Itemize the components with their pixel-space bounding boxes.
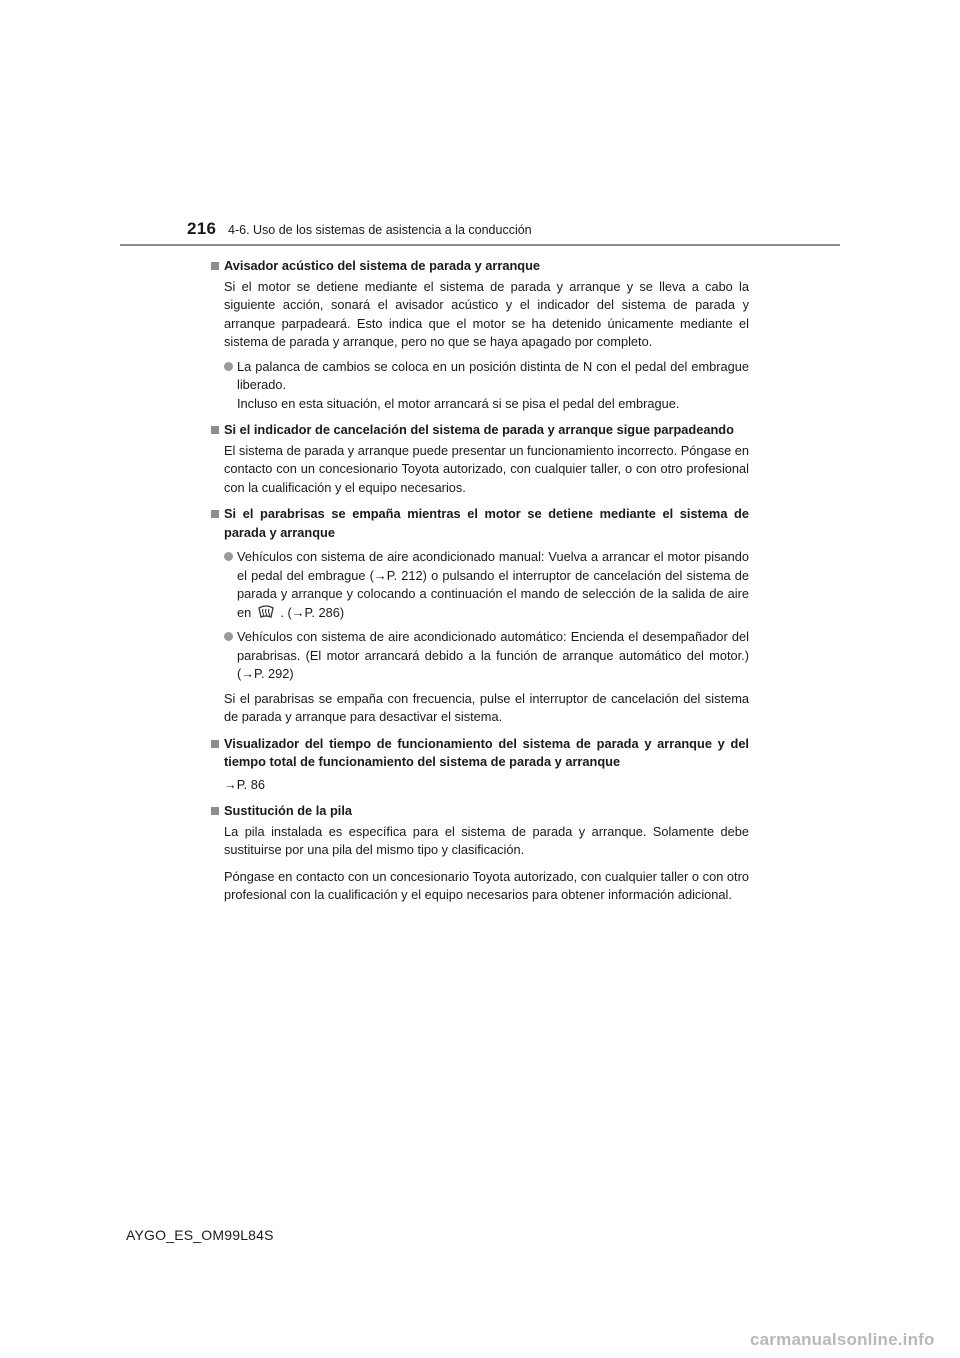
page-content (211, 254, 749, 913)
section-heading (211, 257, 749, 276)
heading-text: Si el parabrisas se empaña mientras el motor se detiene mediante el sistema de parada y arranque (224, 506, 749, 540)
windshield-defroster-icon (257, 604, 275, 620)
page-number: 216 (187, 219, 217, 238)
circle-bullet-icon (224, 632, 233, 641)
section-heading (211, 505, 749, 542)
circle-bullet-icon (224, 552, 233, 561)
section-battery-replacement (211, 802, 749, 905)
section-operation-time-display (211, 735, 749, 795)
section-acoustic-warning (211, 257, 749, 413)
header-rule (120, 244, 840, 246)
section-heading (211, 735, 749, 772)
page-reference: →P. 86 (224, 776, 266, 792)
section-heading (211, 802, 749, 821)
square-bullet-icon (211, 807, 219, 815)
section-windshield-fog (211, 505, 749, 727)
heading-text: Si el indicador de cancelación del sistema de parada y arranque sigue parpadeando (224, 422, 734, 437)
square-bullet-icon (211, 510, 219, 518)
section-title: 4-6. Uso de los sistemas de asistencia a la conducción (228, 223, 532, 237)
paragraph: Si el parabrisas se empaña con frecuencia, pulse el interruptor de cancelación del sistema de parada y arranque para desactivar el sistema. (224, 690, 749, 724)
paragraph: Póngase en contacto con un concesionario Toyota autorizado, con cualquier taller o con otro profesional con la cualificación y el equipo necesarios para obtener información adicional. (224, 868, 749, 902)
bullet-note: Incluso en esta situación, el motor arrancará si se pisa el pedal del embrague. (237, 395, 680, 411)
square-bullet-icon (211, 262, 219, 270)
bullet-text: La palanca de cambios se coloca en un posición distinta de N con el pedal del embrague liberado. (237, 358, 749, 392)
heading-text: Visualizador del tiempo de funcionamiento del sistema de parada y arranque y del tiempo total de funcionamiento del sistema de parada y arranque (224, 735, 749, 769)
bullet-item (211, 548, 749, 622)
document-code: AYGO_ES_OM99L84S (126, 1227, 274, 1243)
square-bullet-icon (211, 426, 219, 434)
bullet-text: Vehículos con sistema de aire acondicionado manual: Vuelva a arrancar el motor pisando el pedal del embrague (→P. 212) o pulsando el interruptor de cancelación del sistema de parada y arranque y colocando a continuación el mando de selección de la salida de aire en (237, 549, 749, 620)
heading-text: Sustitución de la pila (224, 803, 352, 818)
heading-text: Avisador acústico del sistema de parada y arranque (224, 258, 541, 273)
section-heading (211, 421, 749, 440)
watermark: carmanualsonline.info (750, 1330, 935, 1349)
paragraph: El sistema de parada y arranque puede presentar un funcionamiento incorrecto. Póngase en contacto con un concesionario Toyota autorizado, con cualquier taller, o con otro profesional con la cualificación y el equipo necesarios. (224, 442, 750, 495)
bullet-text: Vehículos con sistema de aire acondicionado automático: Encienda el desempañador del parabrisas. (El motor arrancará debido a la función de arranque automático del motor.) (→P. 292) (237, 629, 749, 681)
paragraph: La pila instalada es específica para el sistema de parada y arranque. Solamente debe sustituirse por una pila del mismo tipo y clasificación. (224, 823, 749, 857)
circle-bullet-icon (224, 362, 233, 371)
square-bullet-icon (211, 740, 219, 748)
bullet-item (211, 358, 749, 414)
bullet-item (211, 628, 749, 684)
section-indicator-blinking (211, 421, 749, 497)
paragraph: Si el motor se detiene mediante el sistema de parada y arranque y se lleva a cabo la siguiente acción, sonará el avisador acústico y el indicador del sistema de parada y arranque parpadeará. Esto indica que el motor se ha detenido únicamente mediante el sistema de parada y arranque, pero no que se haya apagado por completo. (224, 278, 749, 349)
bullet-text-ref: . (→P. 286) (280, 604, 345, 620)
